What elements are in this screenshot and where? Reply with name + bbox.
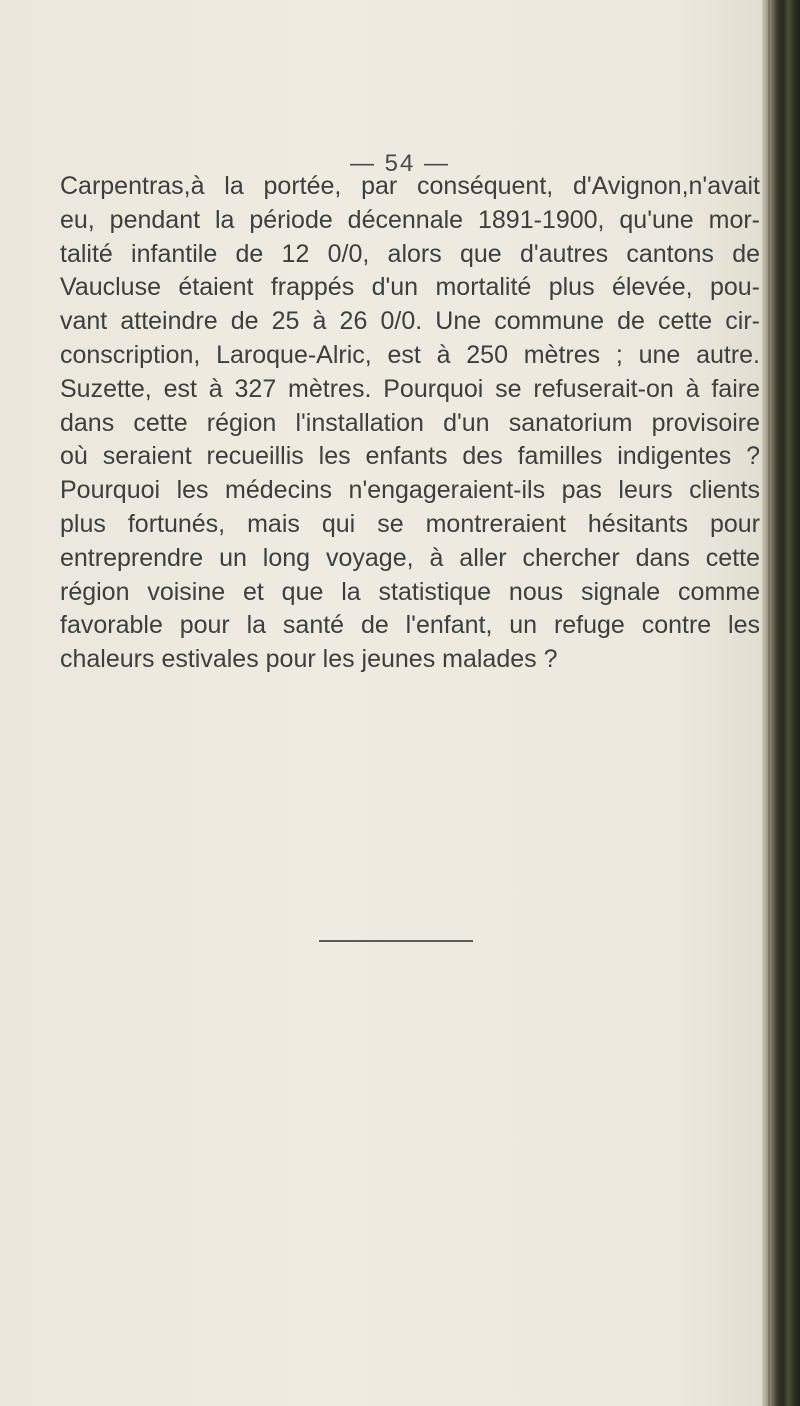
- text-line-4: Vaucluse étaient frappés d'un mortalité plus élevée, pou-: [60, 273, 760, 302]
- text-line-14: favorable pour la santé de l'enfant, un refuge contre les: [60, 611, 760, 640]
- text-line-8: dans cette région l'installation d'un sanatorium provisoire: [60, 408, 760, 437]
- text-line-1: Carpentras,à la portée, par conséquent, d'Avignon,n'avait: [60, 172, 760, 200]
- text-line-15: chaleurs estivales pour les jeunes malades ?: [60, 645, 558, 674]
- section-divider-rule: [319, 940, 473, 942]
- text-line-6: conscription, Laroque-Alric, est à 250 mètres ; une autre.: [60, 340, 760, 369]
- text-line-2: eu, pendant la période décennale 1891-1900, qu'une mor-: [60, 205, 760, 234]
- page-number: — 54 —: [349, 150, 451, 177]
- text-line-13: région voisine et que la statistique nous signale comme: [60, 577, 760, 606]
- body-paragraph: [60, 170, 760, 677]
- text-line-9: où seraient recueillis les enfants des familles indigentes ?: [60, 442, 760, 471]
- text-line-12: entreprendre un long voyage, à aller chercher dans cette: [60, 543, 760, 572]
- text-line-3: talité infantile de 12 0/0, alors que d'autres cantons de: [60, 239, 760, 268]
- text-line-5: vant atteindre de 25 à 26 0/0. Une commune de cette cir-: [60, 307, 760, 336]
- binding-shadow-line: [768, 0, 770, 1406]
- text-line-11: plus fortunés, mais qui se montreraient hésitants pour: [60, 509, 760, 538]
- text-line-7: Suzette, est à 327 mètres. Pourquoi se refuserait-on à faire: [60, 374, 760, 403]
- text-line-10: Pourquoi les médecins n'engageraient-ils pas leurs clients: [60, 476, 760, 505]
